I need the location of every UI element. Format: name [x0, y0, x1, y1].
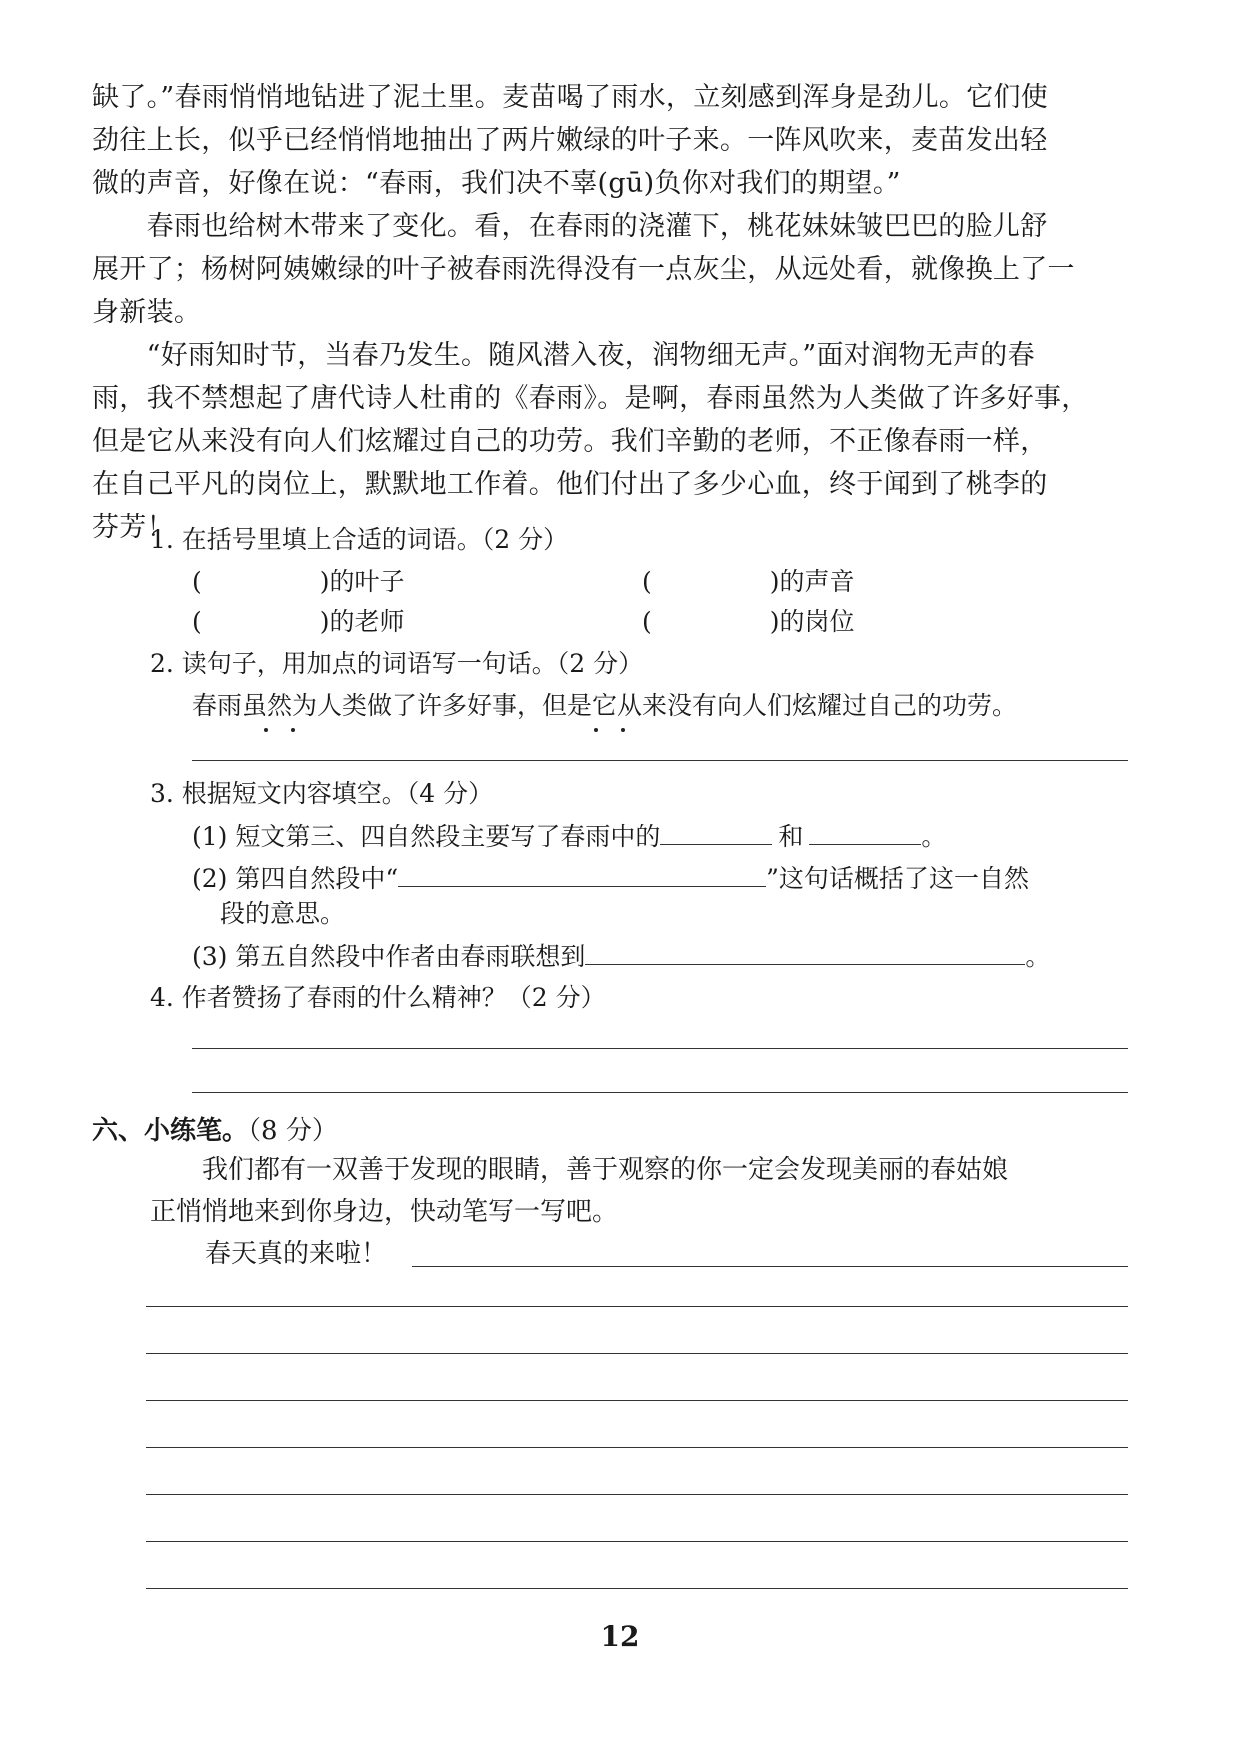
q3-sub2: (2) 第四自然段中“ ”这句话概括了这一自然 [192, 860, 1029, 897]
question-4-prompt: 4. 作者赞扬了春雨的什么精神？（2 分） [150, 983, 606, 1012]
section-6-intro: 我们都有一双善于发现的眼睛，善于观察的你一定会发现美丽的春姑娘 [150, 1155, 1009, 1185]
q4-answer-line[interactable] [192, 1048, 1128, 1049]
page-number: 12 [600, 1620, 640, 1653]
q1-blank-sound[interactable]: ( )的声音 [642, 567, 855, 596]
passage-line: 但是它从来没有向人们炫耀过自己的功劳。我们辛勤的老师，不正像春雨一样， [92, 426, 1048, 457]
q3-sub2-continued: 段的意思。 [220, 899, 346, 928]
question-1-prompt: 1. 在括号里填上合适的词语。（2 分） [150, 525, 569, 554]
q2-answer-line[interactable] [192, 760, 1128, 761]
emphasis-dot [291, 728, 295, 732]
writing-line[interactable] [146, 1400, 1128, 1401]
passage-line: 身新装。 [92, 297, 202, 328]
section-6-starter: 春天真的来啦！ [205, 1239, 388, 1269]
q3-blank-sentence[interactable] [398, 860, 766, 887]
passage-line: 缺了。”春雨悄悄地钻进了泥土里。麦苗喝了雨水，立刻感到浑身是劲儿。它们使 [92, 82, 1049, 113]
passage-line: 劲往上长，似乎已经悄悄地抽出了两片嫩绿的叶子来。一阵风吹来，麦苗发出轻 [92, 125, 1048, 156]
q2-sentence: 春雨虽然为人类做了许多好事，但是它从来没有向人们炫耀过自己的功劳。 [192, 691, 1018, 720]
q3-sub1: (1) 短文第三、四自然段主要写了春雨中的 和 。 [192, 818, 946, 855]
passage-line: 在自己平凡的岗位上，默默地工作着。他们付出了多少心血，终于闻到了桃李的 [92, 469, 1048, 500]
q3-blank-association[interactable] [585, 938, 1025, 965]
passage-line: 春雨也给树木带来了变化。看，在春雨的浇灌下，桃花妹妹皱巴巴的脸儿舒 [92, 211, 1048, 242]
passage-line: 雨，我不禁想起了唐代诗人杜甫的《春雨》。是啊，春雨虽然为人类做了许多好事， [92, 383, 1089, 414]
question-2-prompt: 2. 读句子，用加点的词语写一句话。（2 分） [150, 649, 644, 678]
q1-blank-post[interactable]: ( )的岗位 [642, 607, 855, 636]
writing-line[interactable] [146, 1306, 1128, 1307]
question-3-prompt: 3. 根据短文内容填空。（4 分） [150, 779, 494, 808]
q3-blank-b[interactable] [809, 818, 921, 845]
emphasis-dot [594, 728, 598, 732]
section-6-intro: 正悄悄地来到你身边，快动笔写一写吧。 [150, 1197, 619, 1227]
passage-line: 展开了；杨树阿姨嫩绿的叶子被春雨洗得没有一点灰尘，从远处看，就像换上了一 [92, 254, 1075, 285]
q1-blank-leaves[interactable]: ( )的叶子 [192, 567, 405, 596]
writing-line[interactable] [146, 1588, 1128, 1589]
emphasis-dot [621, 728, 625, 732]
writing-line[interactable] [412, 1266, 1128, 1267]
q3-sub3: (3) 第五自然段中作者由春雨联想到 。 [192, 938, 1050, 975]
writing-line[interactable] [146, 1541, 1128, 1542]
passage-line: “好雨知时节，当春乃发生。随风潜入夜，润物细无声。”面对润物无声的春 [92, 340, 1035, 371]
passage-line: 微的声音，好像在说：“春雨，我们决不辜(gū)负你对我们的期望。” [92, 168, 901, 199]
q1-blank-teacher[interactable]: ( )的老师 [192, 607, 405, 636]
q3-blank-a[interactable] [660, 818, 772, 845]
writing-line[interactable] [146, 1353, 1128, 1354]
q4-answer-line[interactable] [192, 1092, 1128, 1093]
passage-line: 芬芳！ [92, 512, 174, 543]
section-6-heading: 六、小练笔。（8 分） [92, 1116, 338, 1146]
writing-line[interactable] [146, 1494, 1128, 1495]
writing-line[interactable] [146, 1447, 1128, 1448]
emphasis-dot [264, 728, 268, 732]
